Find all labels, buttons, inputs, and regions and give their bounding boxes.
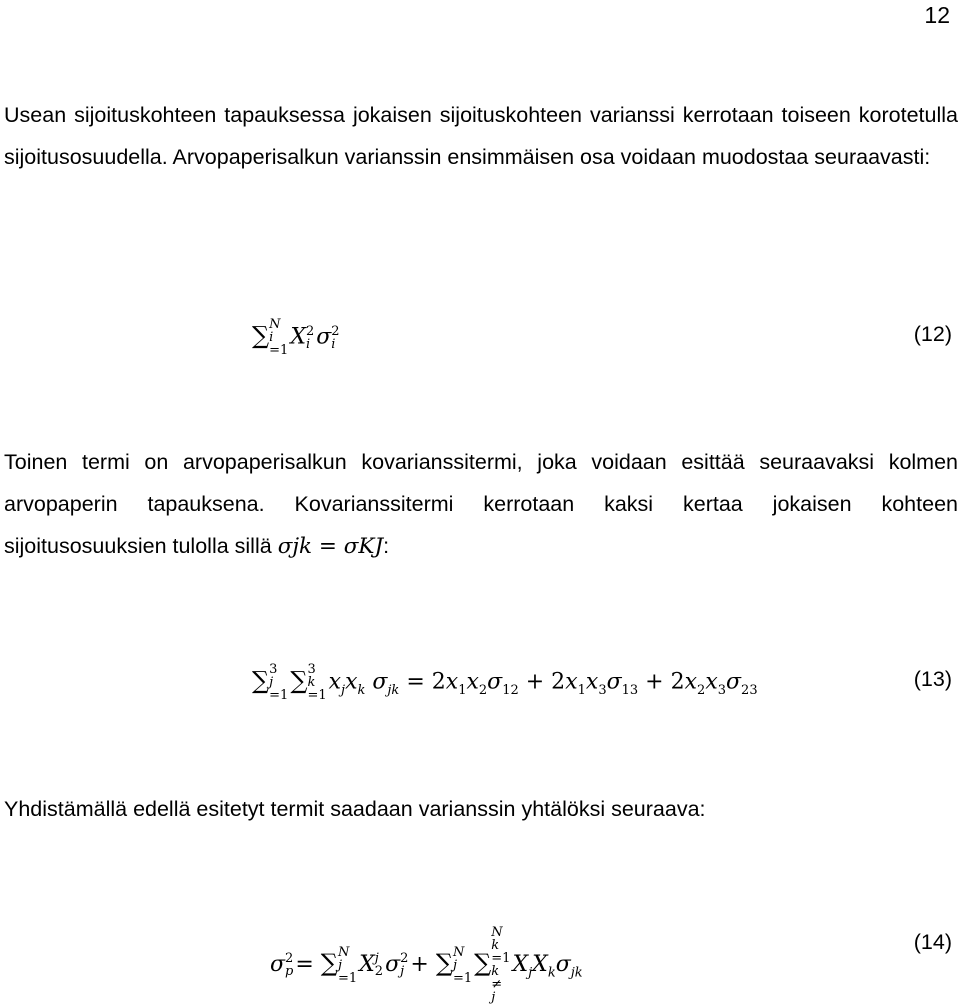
paragraph-combined: Yhdistämällä edellä esitetyt termit saadaan varianssin yhtälöksi seuraava: <box>4 797 706 821</box>
paragraph-covariance-end: : <box>383 534 390 558</box>
equation-12-formula: ∑ N i =1 X 2 i σ 2 i <box>252 317 340 358</box>
equation-14-formula: σ 2 p = ∑ N j =1 X j 2 σ 2 j + ∑ N j =1 ∑ N k =1 k ≠ j $X_jX_k\sigma_{jk}$ <box>270 925 583 1005</box>
page-number: 12 <box>924 2 950 28</box>
equation-13-number: (13) <box>913 667 952 691</box>
paragraph-covariance-text: Toinen termi on arvopaperisalkun kovarianssitermi, joka voidaan esittää seuraavaksi kolmen arvopaperin tapauksena. Kovarianssitermi kerrotaan kaksi kertaa jokaisen kohteen sijoitusosuuksien tulolla sillä <box>4 450 958 558</box>
equation-14-number: (14) <box>913 930 952 954</box>
paragraph-intro: Usean sijoituskohteen tapauksessa jokaisen sijoituskohteen varianssi kerrotaan toiseen korotetulla sijoitusosuudella. Arvopaperisalkun varianssin ensimmäisen osa voidaan muodostaa seuraavasti: <box>4 103 958 169</box>
equation-12-number: (12) <box>913 322 952 346</box>
paragraph-covariance <box>4 441 958 568</box>
equation-14 <box>0 925 960 1005</box>
equation-12 <box>0 318 960 358</box>
equation-13-formula: ∑ 3 j =1 ∑ 3 k =1 $x_jx_k$ $\sigma_{jk} = 2x_1x_2\sigma_{12} + 2x_1x_3\sigma_{13} + 2x_2x_3\sigma_{23}$ <box>252 662 758 703</box>
inline-sigma-equality: σjk = σKJ <box>277 534 384 559</box>
equation-13 <box>0 663 960 703</box>
